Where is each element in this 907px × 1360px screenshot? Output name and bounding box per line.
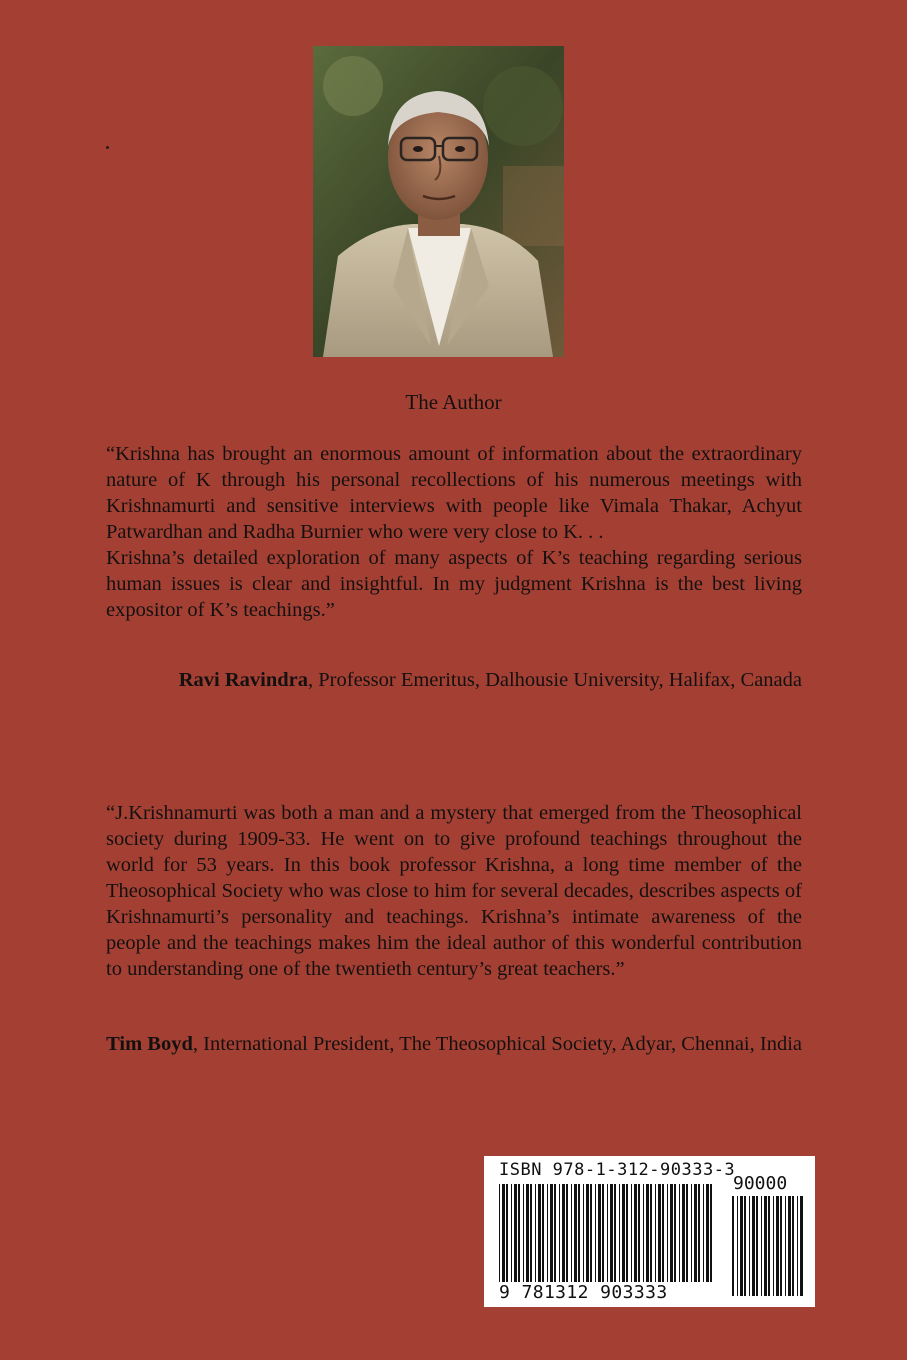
- barcode-bar: [691, 1184, 692, 1282]
- barcode-bar: [562, 1184, 565, 1282]
- barcode-bar: [670, 1184, 673, 1282]
- barcode-bar: [679, 1184, 680, 1282]
- barcode-digits: 9 781312 903333: [499, 1282, 668, 1303]
- barcode-bar: [686, 1184, 688, 1282]
- quote-2-paragraph-1: “J.Krishnamurti was both a man and a mystery that emerged from the Theosophical society during 1909-33. He went on to give profound teachings throughout the world for 53 years. In this book professor Krishna, a long time member of the Theosophical Society who was close to him for several decades, describes aspects of Krishnamurti’s personality and teachings. Krishna’s intimate awareness of the people and the teachings makes him the ideal author of this wonderful contribution to understanding one of the twentieth century’s great teachers.”: [106, 802, 802, 980]
- isbn-barcode: [484, 1156, 815, 1307]
- barcode-bar: [523, 1184, 524, 1282]
- barcode-bar: [737, 1196, 738, 1296]
- barcode-bar: [574, 1184, 577, 1282]
- barcode-bar: [710, 1184, 712, 1282]
- author-photo: [313, 46, 564, 357]
- barcode-bar: [622, 1184, 625, 1282]
- barcode-bar: [756, 1196, 758, 1296]
- barcode-bar: [607, 1184, 608, 1282]
- barcode-bar: [511, 1184, 512, 1282]
- barcode-bar: [550, 1184, 553, 1282]
- barcode-bar: [694, 1184, 697, 1282]
- barcode-bar: [788, 1196, 791, 1296]
- barcode-bar: [764, 1196, 767, 1296]
- barcode-bar: [559, 1184, 560, 1282]
- barcode-bar: [776, 1196, 779, 1296]
- barcode-bar: [542, 1184, 544, 1282]
- quote-2-author-role: , International President, The Theosophical Society, Adyar, Chennai, India: [192, 1033, 802, 1055]
- barcode-bar: [595, 1184, 596, 1282]
- photo-caption: The Author: [405, 390, 502, 414]
- endorsement-quote-2: [106, 800, 802, 982]
- barcode-bar: [619, 1184, 620, 1282]
- barcode-bar: [658, 1184, 661, 1282]
- barcode-bar: [626, 1184, 628, 1282]
- barcode-bar: [586, 1184, 589, 1282]
- barcode-bar: [538, 1184, 541, 1282]
- price-code: 90000: [733, 1173, 788, 1194]
- barcode-bar: [780, 1196, 782, 1296]
- isbn-label: ISBN 978-1-312-90333-3: [499, 1160, 736, 1180]
- barcode-bar: [800, 1196, 803, 1296]
- quote-1-author-role: , Professor Emeritus, Dalhousie University, Halifax, Canada: [308, 669, 802, 691]
- barcode-bar: [740, 1196, 743, 1296]
- quote-1-paragraph-1: “Krishna has brought an enormous amount of information about the extraordinary nature of K through his personal recollections of his numerous meetings with Krishnamurti and sensitive interviews with people like Vimala Thakar, Achyut Patwardhan and Radha Burnier who were very close to K. . .: [106, 443, 802, 543]
- barcode-bar: [703, 1184, 704, 1282]
- quote-1-author: Ravi Ravindra: [178, 669, 309, 691]
- barcode-bar: [535, 1184, 536, 1282]
- barcode-bar: [706, 1184, 709, 1282]
- barcode-bar: [590, 1184, 592, 1282]
- barcode-bar: [578, 1184, 580, 1282]
- barcode-bar: [526, 1184, 529, 1282]
- barcode-bar: [602, 1184, 604, 1282]
- author-portrait-illustration: [313, 46, 564, 357]
- barcode-bar: [752, 1196, 755, 1296]
- quote-2-attribution: [106, 1031, 802, 1057]
- barcode-bar: [655, 1184, 656, 1282]
- barcode-bar: [650, 1184, 652, 1282]
- barcode-bar: [744, 1196, 746, 1296]
- barcode-bar: [797, 1196, 798, 1296]
- barcode-bar: [514, 1184, 517, 1282]
- endorsement-quote-1: [106, 441, 802, 623]
- barcode-bar: [643, 1184, 644, 1282]
- barcode-bar: [530, 1184, 532, 1282]
- barcode-bar: [631, 1184, 632, 1282]
- barcode-bar: [634, 1184, 637, 1282]
- barcode-bar: [610, 1184, 613, 1282]
- barcode-bar: [502, 1184, 505, 1282]
- barcode-bar: [785, 1196, 786, 1296]
- quote-2-author: Tim Boyd: [106, 1033, 193, 1055]
- barcode-bar: [646, 1184, 649, 1282]
- barcode-bar: [499, 1184, 500, 1282]
- barcode-bar: [674, 1184, 676, 1282]
- barcode-bar: [554, 1184, 556, 1282]
- barcode-bar: [698, 1184, 700, 1282]
- barcode-bar: [566, 1184, 568, 1282]
- barcode-bar: [583, 1184, 584, 1282]
- barcode-bar: [667, 1184, 668, 1282]
- barcode-bar: [598, 1184, 601, 1282]
- barcode-bar: [792, 1196, 794, 1296]
- barcode-bar: [638, 1184, 640, 1282]
- barcode-bar: [682, 1184, 685, 1282]
- barcode-bar: [761, 1196, 762, 1296]
- barcode-bar: [506, 1184, 508, 1282]
- barcode-bar: [773, 1196, 774, 1296]
- barcode-bar: [662, 1184, 664, 1282]
- quote-1-attribution: [106, 667, 802, 693]
- barcode-bar: [518, 1184, 520, 1282]
- barcode-bar: [547, 1184, 548, 1282]
- barcode-bar: [571, 1184, 572, 1282]
- quote-1-paragraph-2: Krishna’s detailed exploration of many aspects of K’s teaching regarding serious human issues is clear and insightful. In my judgment Krishna is the best living expositor of K’s teachings.”: [106, 547, 802, 621]
- barcode-bar: [732, 1196, 734, 1296]
- barcode-bar: [768, 1196, 770, 1296]
- stray-dot: [106, 146, 109, 149]
- barcode-bar: [614, 1184, 616, 1282]
- barcode-bar: [749, 1196, 750, 1296]
